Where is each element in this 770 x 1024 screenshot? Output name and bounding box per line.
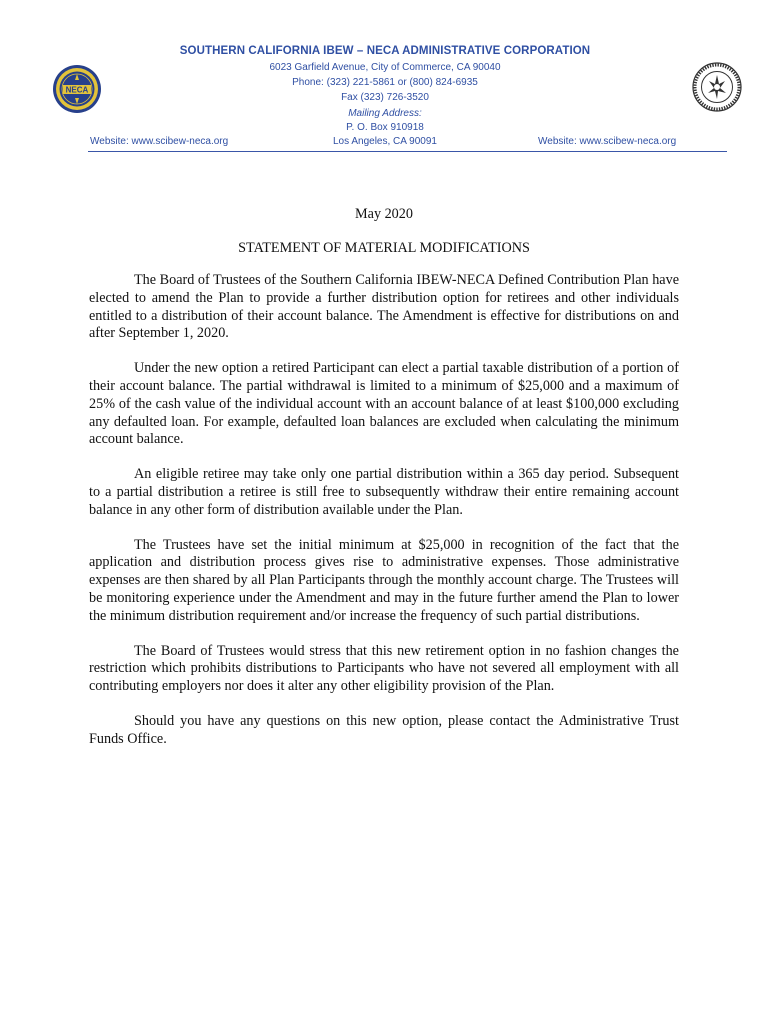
fax-number: Fax (323) 726-3520	[341, 92, 429, 103]
paragraph-eligibility-period: An eligible retiree may take only one partial distribution within a 365 day period. Subsequent to a partial distribution a retiree is still free to subsequently withdraw their entire remaining account balance in any other form of distribution available under the Plan.	[89, 466, 679, 518]
po-box: P. O. Box 910918	[346, 122, 424, 133]
letter-heading: STATEMENT OF MATERIAL MODIFICATIONS	[238, 240, 530, 256]
ibew-seal-logo	[692, 62, 742, 112]
letterhead	[0, 0, 770, 160]
paragraph-contact: Should you have any questions on this new option, please contact the Administrative Trust Funds Office.	[89, 712, 679, 747]
paragraph-amendment: The Board of Trustees of the Southern California IBEW-NECA Defined Contribution Plan have elected to amend the Plan to provide a further distribution option for retirees and other individuals entitled to a distribution of their account balance. The Amendment is effective for distributions on and after September 1, 2020.	[89, 272, 679, 342]
letterhead-divider	[88, 151, 727, 152]
mailing-city: Los Angeles, CA 90091	[333, 136, 437, 147]
street-address: 6023 Garfield Avenue, City of Commerce, CA 90040	[269, 62, 501, 73]
paragraph-minimum-rationale: The Trustees have set the initial minimum at $25,000 in recognition of the fact that the application and distribution process gives rise to administrative expenses. Those administrative expenses are then shared by all Plan Participants through the monthly account charge. The Trustees will be monitoring experience under the Amendment and may in the future further amend the Plan to lower the minimum distribution requirement and/or increase the frequency of such partial distributions.	[89, 536, 679, 624]
website-link-left[interactable]: Website: www.scibew-neca.org	[90, 136, 229, 147]
phone-numbers: Phone: (323) 221-5861 or (800) 824-6935	[292, 77, 478, 88]
organization-name: SOUTHERN CALIFORNIA IBEW – NECA ADMINISTRATIVE CORPORATION	[179, 45, 591, 57]
website-link-right[interactable]: Website: www.scibew-neca.org	[538, 136, 677, 147]
mailing-address-label: Mailing Address:	[348, 108, 422, 119]
letter-date: May 2020	[355, 206, 413, 222]
paragraph-restriction: The Board of Trustees would stress that this new retirement option in no fashion changes the restriction which prohibits distributions to Participants who have not severed all employment with all contributing employers nor does it alter any other eligibility provision of the Plan.	[89, 642, 679, 695]
letter-body	[89, 196, 679, 749]
paragraph-partial-option: Under the new option a retired Participant can elect a partial taxable distribution of a portion of their account balance. The partial withdrawal is limited to a minimum of $25,000 and a maximum of 25% of the cash value of the individual account with an account balance of at least $100,000 excluding any defaulted loan. For example, defaulted loan balances are excluded when calculating the minimum account balance.	[89, 360, 679, 448]
svg-text:NECA: NECA	[65, 85, 89, 95]
